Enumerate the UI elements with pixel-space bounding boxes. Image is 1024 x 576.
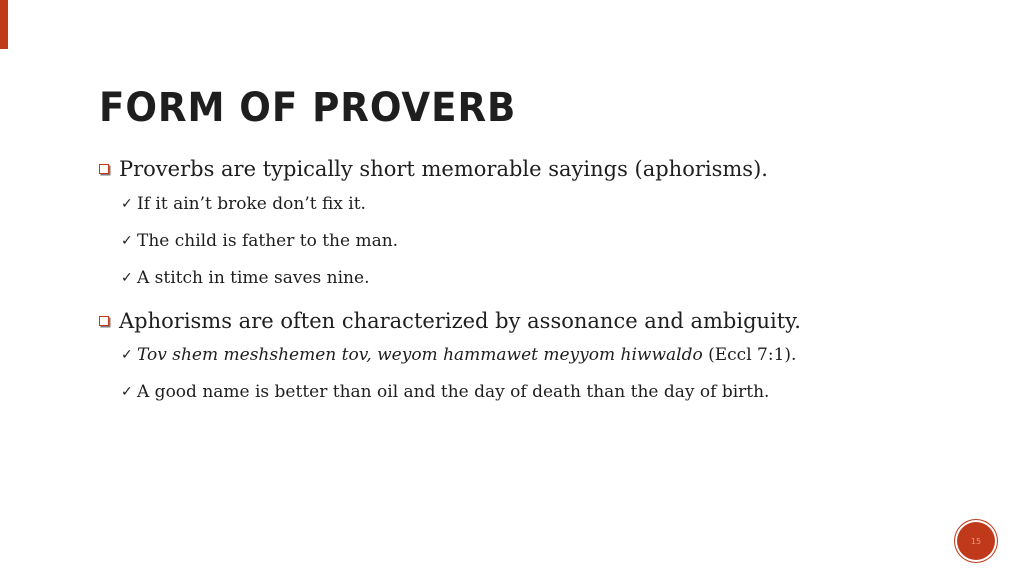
checkmark-icon: ✓ (121, 233, 133, 249)
sub-bullet-item (121, 192, 366, 216)
citation-text: (Eccl 7:1). (702, 345, 797, 365)
bullet-text: Aphorisms are often characterized by assonance and ambiguity. (119, 309, 801, 333)
sub-bullet-item (121, 343, 796, 367)
sub-bullet-text: A stitch in time saves nine. (137, 268, 370, 288)
sub-bullet-text: A good name is better than oil and the day of death than the day of birth. (137, 382, 770, 402)
sub-bullet-text: If it ain’t broke don’t fix it. (137, 194, 366, 214)
checkmark-icon: ✓ (121, 196, 133, 212)
bullet-text: Proverbs are typically short memorable sayings (aphorisms). (119, 157, 768, 181)
bullet-item (99, 307, 801, 335)
checkmark-icon: ✓ (121, 347, 133, 363)
checkmark-icon: ✓ (121, 270, 133, 286)
square-bullet-icon (99, 316, 109, 326)
sub-bullet-item (121, 229, 398, 253)
accent-bar (0, 0, 8, 49)
square-bullet-icon (99, 164, 109, 174)
bullet-item (99, 155, 768, 183)
checkmark-icon: ✓ (121, 384, 133, 400)
sub-bullet-text: The child is father to the man. (137, 231, 399, 251)
page-number-badge (957, 522, 995, 560)
sub-bullet-item (121, 266, 369, 290)
hebrew-transliteration: Tov shem meshshemen tov, weyom hammawet meyyom hiwwaldo (137, 345, 703, 365)
slide-title: FORM OF PROVERB (99, 85, 517, 131)
page-number: 15 (970, 536, 982, 546)
sub-bullet-item (121, 380, 769, 404)
